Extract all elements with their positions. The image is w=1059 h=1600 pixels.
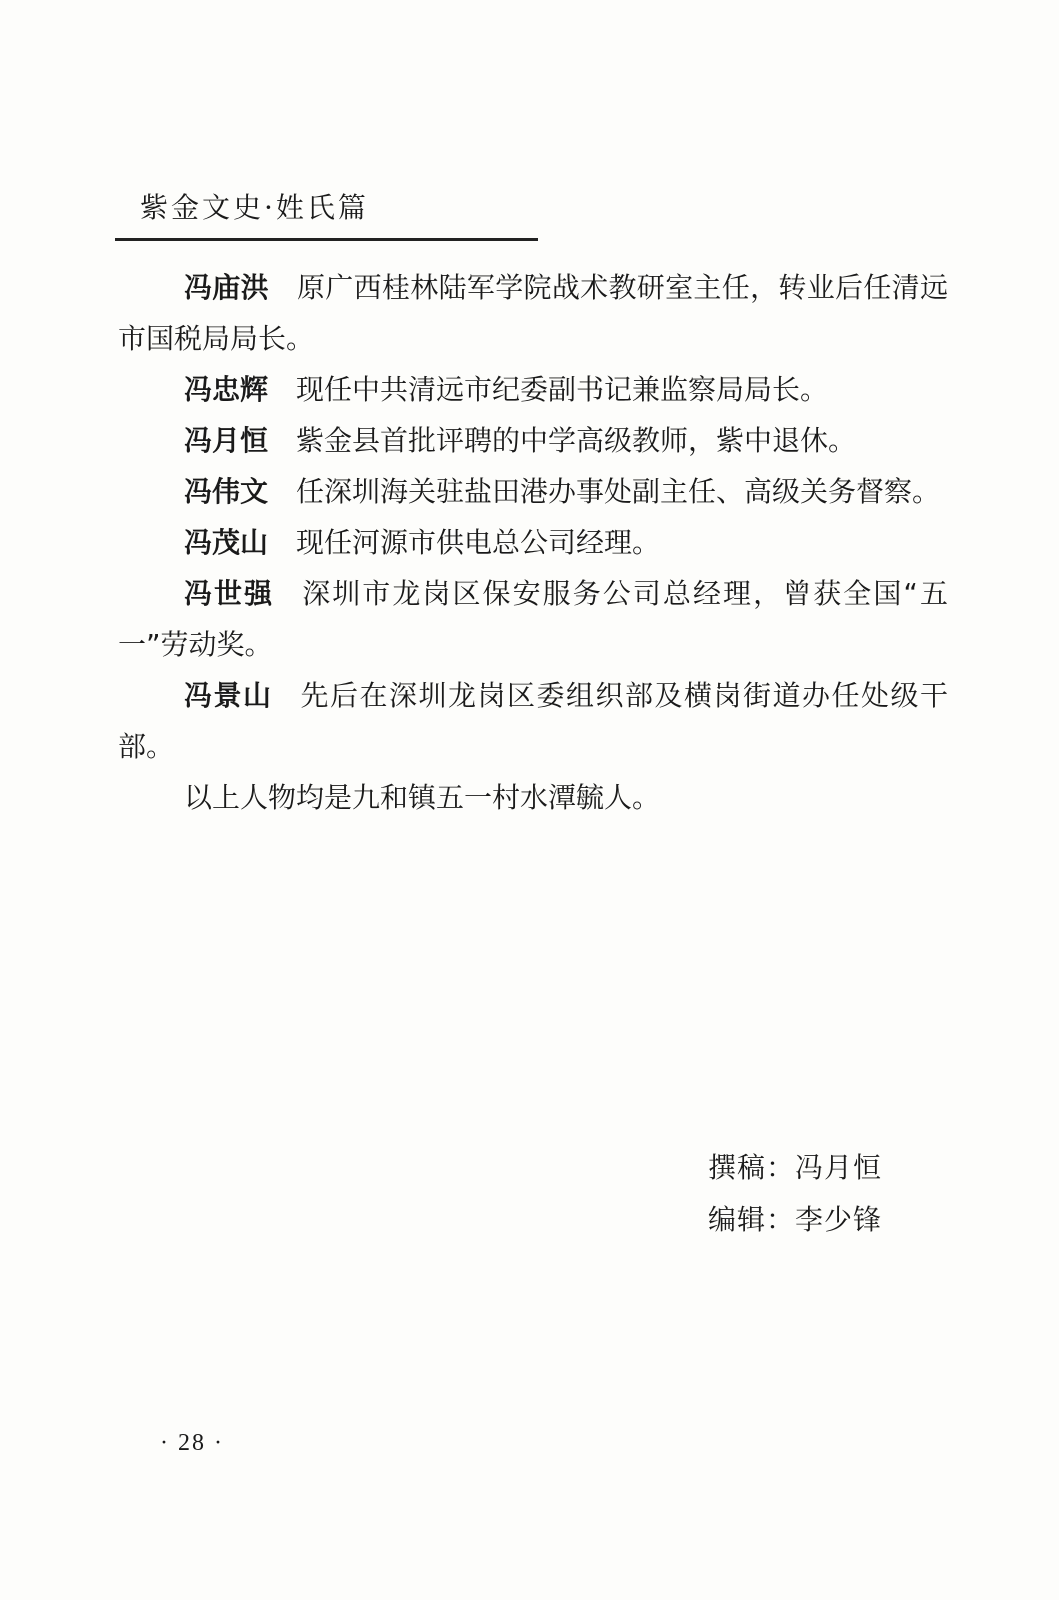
person-description: 任深圳海关驻盐田港办事处副主任、高级关务督察。 (296, 475, 941, 508)
person-name: 冯茂山 (184, 526, 269, 559)
editor-credit: 编辑：李少锋 (708, 1203, 883, 1236)
biography-entry (118, 415, 948, 466)
person-name: 冯月恒 (184, 424, 269, 457)
person-description: 深圳市龙岗区保安服务公司总经理，曾获全国“五一”劳动奖。 (118, 577, 948, 661)
writer-credit: 撰稿：冯月恒 (708, 1151, 883, 1184)
page-number: · 28 · (160, 1430, 224, 1456)
person-description: 先后在深圳龙岗区委组织部及横岗街道办任处级干部。 (118, 679, 948, 763)
person-description: 紫金县首批评聘的中学高级教师，紫中退休。 (296, 424, 857, 457)
person-name: 冯伟文 (184, 475, 269, 508)
biography-entry (118, 670, 948, 772)
person-name: 冯世强 (184, 577, 275, 610)
closing-note: 以上人物均是九和镇五一村水潭毓人。 (184, 781, 661, 814)
header-rule (115, 238, 538, 241)
biography-list (118, 262, 948, 823)
person-description: 现任中共清远市纪委副书记兼监察局局长。 (296, 373, 829, 406)
biography-entry (118, 517, 948, 568)
person-name: 冯庙洪 (184, 271, 269, 304)
biography-entry (118, 262, 948, 364)
person-description: 原广西桂林陆军学院战术教研室主任，转业后任清远市国税局局长。 (118, 271, 948, 355)
person-name: 冯景山 (184, 679, 273, 712)
page-header-title: 紫金文史·姓氏篇 (140, 191, 369, 224)
biography-entry (118, 364, 948, 415)
credits-block (708, 1142, 882, 1246)
person-name: 冯忠辉 (184, 373, 269, 406)
biography-entry (118, 568, 948, 670)
person-description: 现任河源市供电总公司经理。 (296, 526, 661, 559)
biography-entry (118, 466, 948, 517)
